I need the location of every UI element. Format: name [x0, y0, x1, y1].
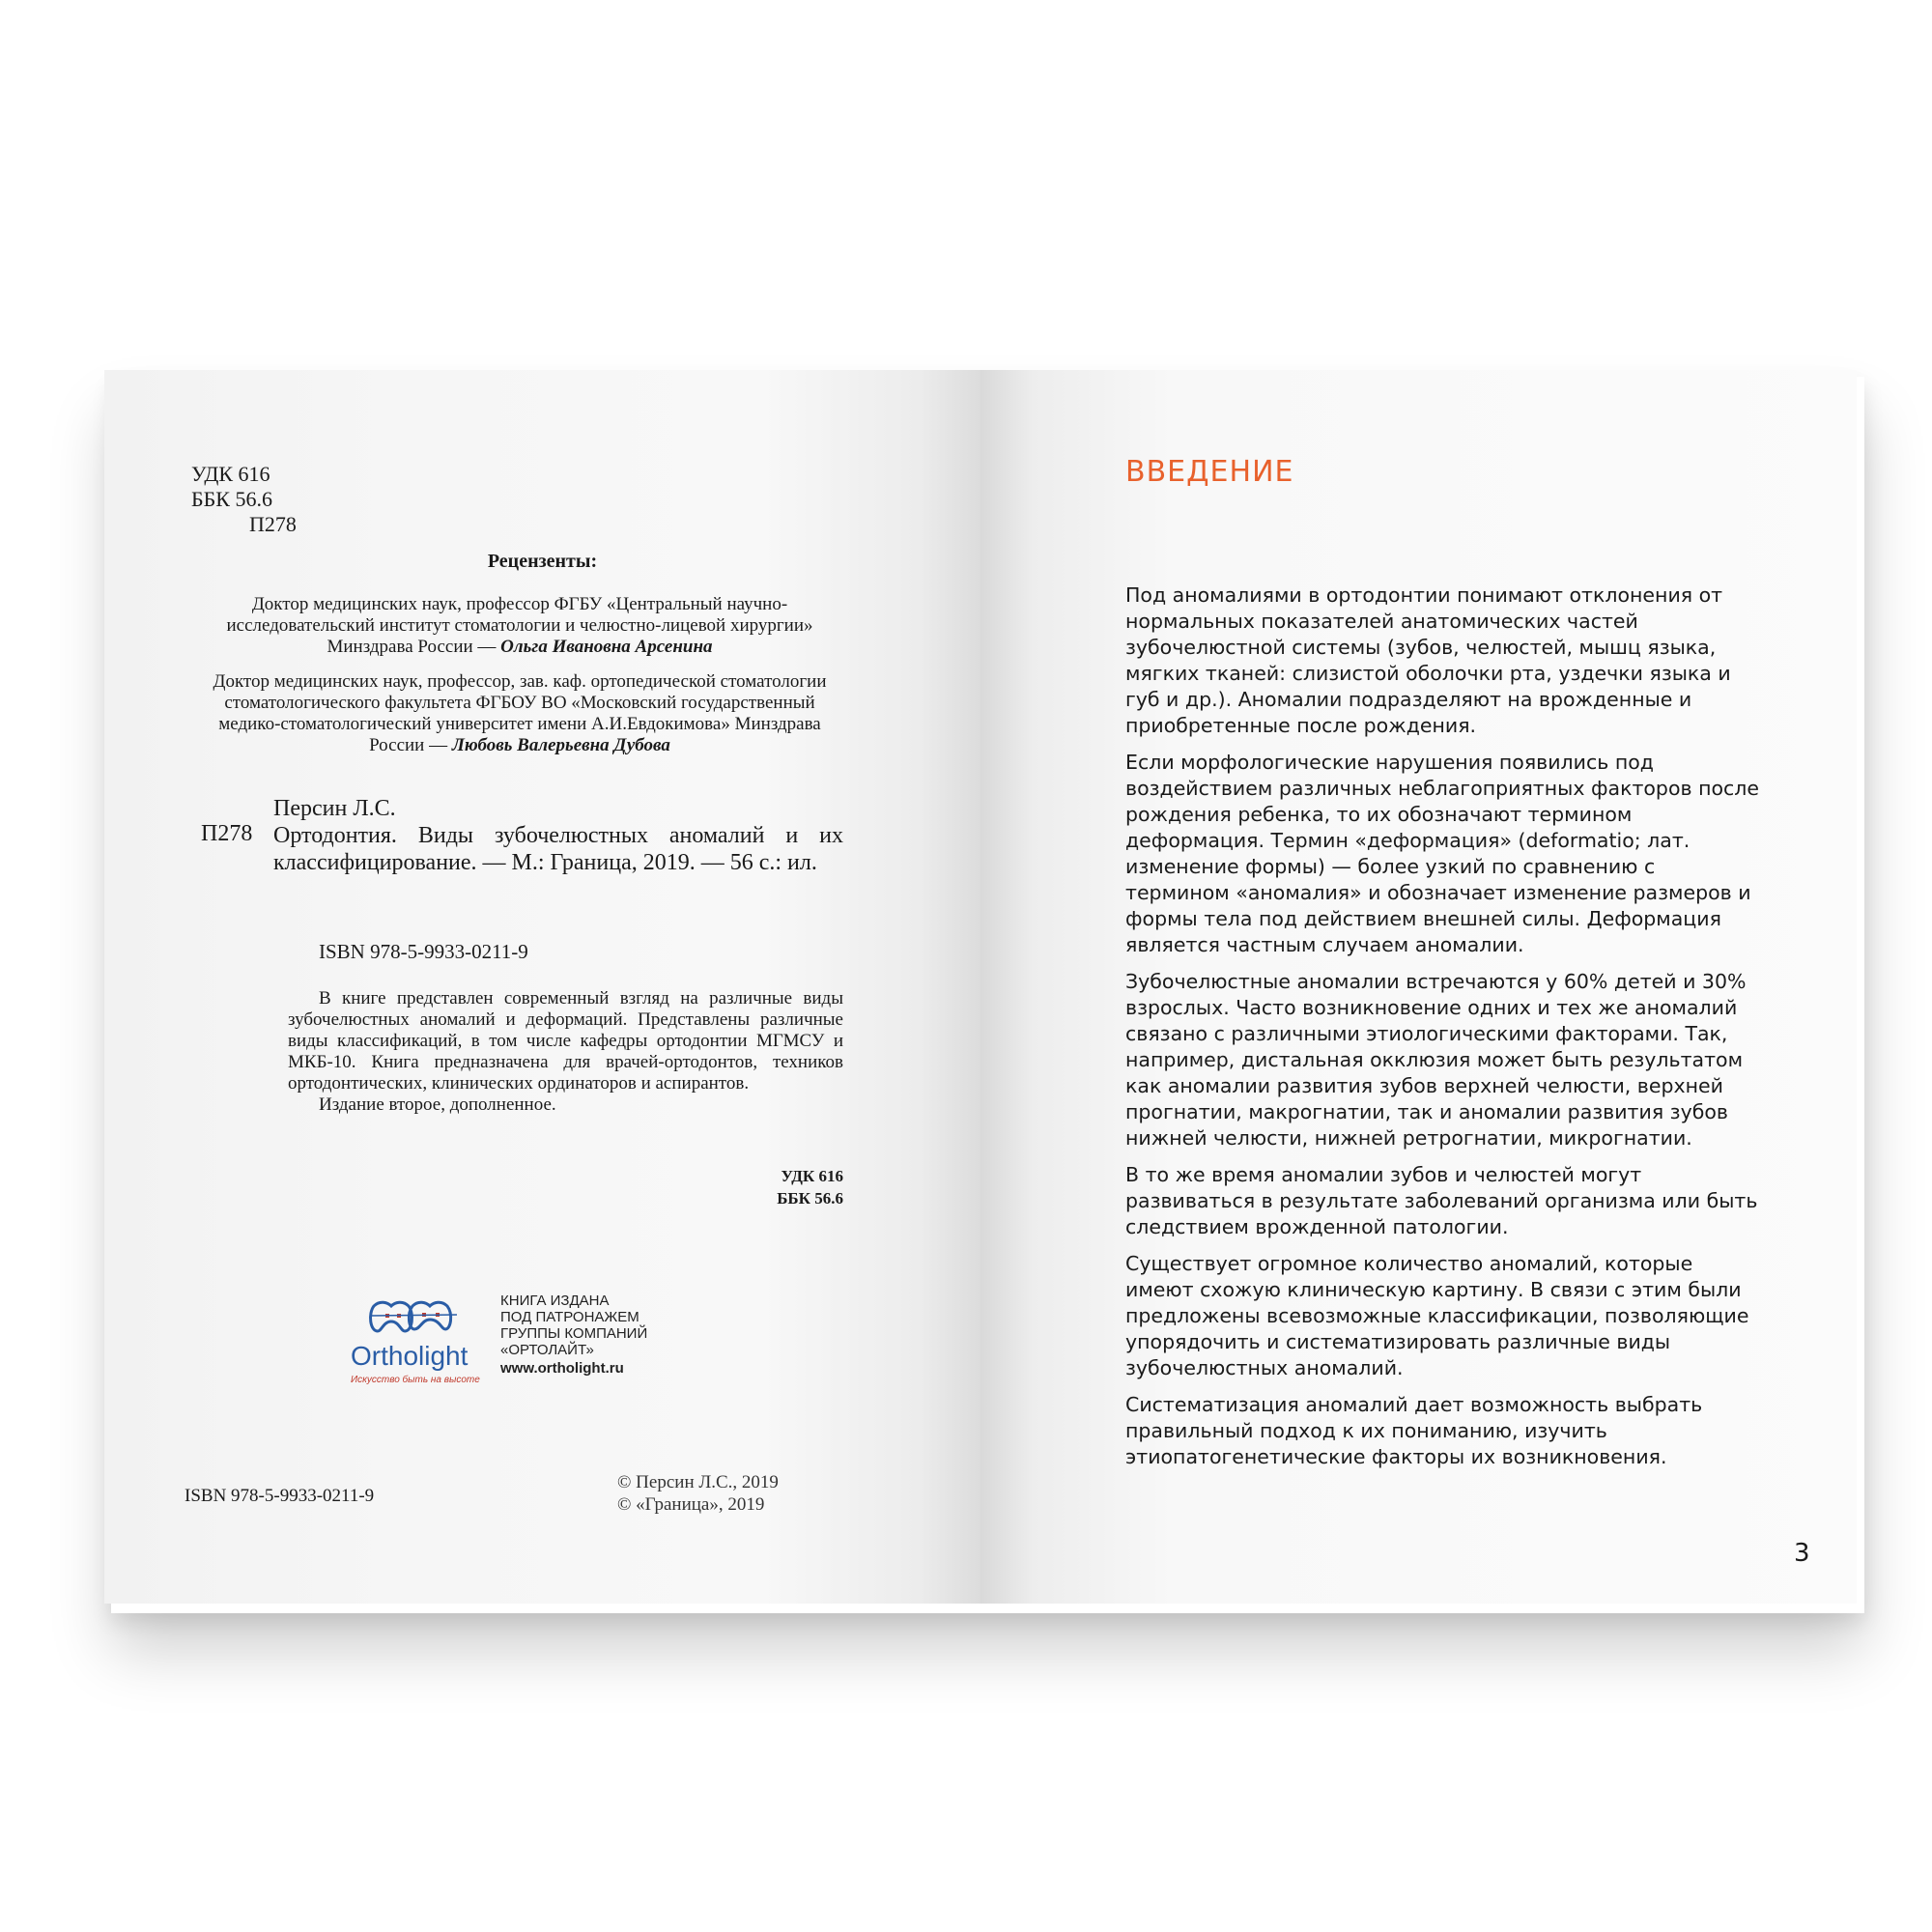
udk-code-bottom: УДК 616: [781, 1167, 843, 1185]
author: Персин Л.С.: [273, 796, 396, 821]
reviewer-2-text: Доктор медицинских наук, профессор, зав. каф. ортопедической стоматологии стоматологического факультета ФГБОУ ВО «Московский государственный медико-стоматологический университет имени А.И.Евдокимова» Минздрава России —: [213, 671, 827, 755]
reviewers-heading: Рецензенты:: [487, 551, 598, 572]
logo-wordmark: Ortholight: [351, 1341, 469, 1371]
isbn-bottom: ISBN 978-5-9933-0211-9: [185, 1486, 375, 1506]
page-number: 3: [1794, 1539, 1810, 1568]
udk-code: УДК 616: [191, 462, 270, 486]
publisher-logo-block: [351, 1293, 834, 1399]
copyright-author: © Персин Л.С., 2019: [617, 1472, 779, 1492]
reviewer-1-name: Ольга Ивановна Арсенина: [500, 637, 713, 657]
paragraph: Существует огромное количество аномалий, которые имеют схожую клиническую картину. В связи с этим были предложены всевозможные классификации, позволяющие упорядочить и систематизировать различные виды зубочелюстных аномалий.: [1125, 1252, 1749, 1379]
teeth-logo-icon: [351, 1293, 476, 1341]
catalog-code: П278: [201, 821, 253, 846]
abstract: [288, 988, 843, 1116]
publisher-note: [500, 1293, 647, 1377]
logo-slogan: Искусство быть на высоте: [351, 1375, 480, 1385]
reviewer-1: [196, 594, 843, 658]
reviewer-1-text: Доктор медицинских наук, профессор ФГБУ «Центральный научно-исследовательский институт стоматологии и челюстно-лицевой хирургии» Минздрава России —: [226, 594, 813, 657]
classification-codes: [191, 462, 297, 537]
chapter-title: ВВЕДЕНИЕ: [1125, 455, 1294, 489]
paragraph: Если морфологические нарушения появились под воздействием различных неблагоприятных факторов после рождения ребенка, то их обозначают термином деформация. Термин «деформация» (deformatio; лат. изменение формы) — более узкий по сравнению с термином «аномалия» и обозначает изменение размеров и формы тела под действием внешней силы. Деформация является частным случаем аномалии.: [1125, 751, 1760, 956]
bibliographic-entry: Ортодонтия. Виды зубочелюстных аномалий и их классифицирование. — М.: Граница, 2019. — 56 с.: ил.: [273, 823, 843, 875]
publisher-note-line: «ОРТОЛАЙТ»: [500, 1342, 594, 1358]
publisher-note-line: ГРУППЫ КОМПАНИЙ: [500, 1325, 648, 1342]
bbk-code-bottom: ББК 56.6: [777, 1189, 843, 1208]
publisher-note-line: ПОД ПАТРОНАЖЕМ: [500, 1309, 639, 1325]
isbn: ISBN 978-5-9933-0211-9: [319, 940, 528, 963]
abstract-text: В книге представлен современный взгляд на различные виды зубочелюстных аномалий и деформаций. Представлены различные виды классификаций, в том числе кафедры ортодонтии МГМСУ и МКБ-10. Книга предназначена для врачей-ортодонтов, техников ортодонтических, клинических ординаторов и аспирантов.: [288, 988, 843, 1094]
edition-note: Издание второе, дополненное.: [319, 1094, 556, 1115]
paragraph: Систематизация аномалий дает возможность выбрать правильный подход к их пониманию, изучить этиопатогенетические факторы их возникновения.: [1125, 1393, 1703, 1468]
paragraph: Зубочелюстные аномалии встречаются у 60% детей и 30% взрослых. Часто возникновение одних и тех же аномалий связано с различными этиологическими факторами. Так, например, дистальная окклюзия может быть результатом как аномалии развития зубов верхней челюсти, верхней прогнатии, макрогнатии, так и аномалии развития зубов нижней челюсти, нижней ретрогнатии, микрогнатии.: [1125, 970, 1747, 1150]
bibliographic-record: [273, 795, 843, 876]
copyright-block: [617, 1471, 779, 1516]
left-page: [104, 370, 980, 1604]
paragraph: В то же время аномалии зубов и челюстей могут развиваться в результате заболеваний организма или быть следствием врожденной патологии.: [1125, 1163, 1758, 1238]
publisher-note-line: КНИГА ИЗДАНА: [500, 1293, 610, 1309]
chapter-body: [1125, 582, 1763, 1481]
reviewer-2: [196, 671, 843, 756]
publisher-url: www.ortholight.ru: [500, 1360, 624, 1377]
reviewer-2-name: Любовь Валерьевна Дубова: [451, 735, 670, 755]
author-mark: П278: [249, 512, 297, 536]
right-page: [980, 370, 1857, 1604]
paragraph: Под аномалиями в ортодонтии понимают отклонения от нормальных показателей анатомических частей зубочелюстной системы (зубов, челюстей, мышц языка, мягких тканей: слизистой оболочки рта, уздечки языка и губ и др.). Аномалии подразделяют на врожденные и приобретенные после рождения.: [1125, 583, 1731, 737]
bbk-code: ББК 56.6: [191, 487, 272, 511]
copyright-publisher: © «Граница», 2019: [617, 1494, 765, 1515]
classification-codes-bottom: [723, 1165, 843, 1209]
